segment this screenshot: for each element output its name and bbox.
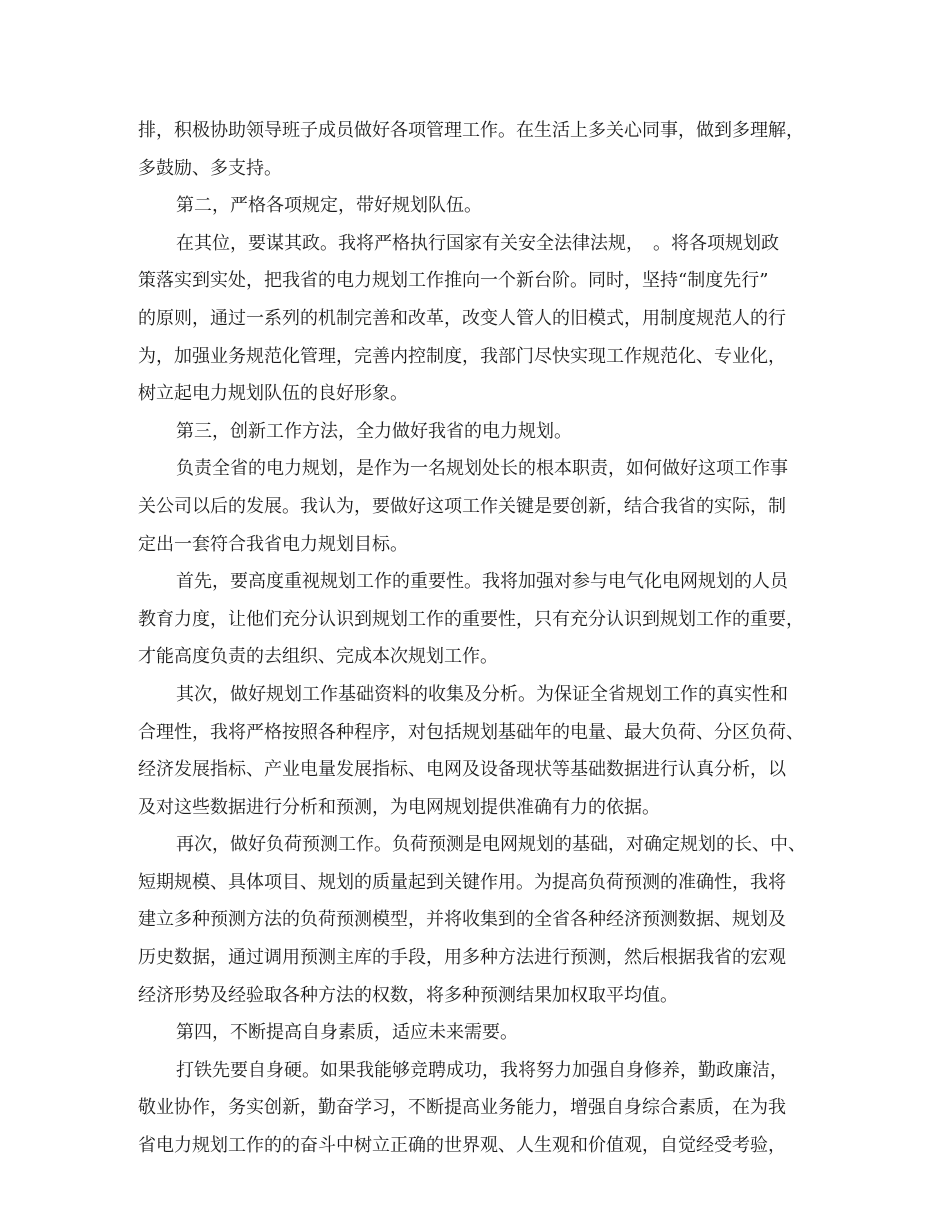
text-line: 短期规模、具体项目、规划的质量起到关键作用。为提高负荷预测的准确性，我将 [138, 871, 786, 893]
text-line: 排，积极协助领导班子成员做好各项管理工作。在生活上多关心同事，做到多理解， [138, 120, 804, 141]
text-line: 建立多种预测方法的负荷预测模型，并将收集到的全省各种经济预测数据、规划及 [138, 909, 786, 931]
text-line: 树立起电力规划队伍的良好形象。 [138, 383, 408, 405]
document-body [138, 112, 838, 1165]
text-line: 首先，要高度重视规划工作的重要性。我将加强对参与电气化电网规划的人员 [176, 571, 788, 593]
text-line: 打铁先要自身硬。如果我能够竞聘成功，我将努力加强自身修养，勤政廉洁， [176, 1059, 788, 1081]
text-line: 及对这些数据进行分析和预测，为电网规划提供准确有力的依据。 [138, 796, 660, 818]
text-line: 经济形势及经验取各种方法的权数，将多种预测结果加权取平均值。 [138, 984, 678, 1006]
text-line: 敬业协作，务实创新，勤奋学习，不断提高业务能力，增强自身综合素质，在为我 [138, 1097, 786, 1119]
text-line: 再次，做好负荷预测工作。负荷预测是电网规划的基础，对确定规划的长、中、 [176, 834, 806, 856]
text-line: 为，加强业务规范化管理，完善内控制度，我部门尽快实现工作规范化、专业化， [138, 345, 786, 367]
text-line: 经济发展指标、产业电量发展指标、电网及设备现状等基础数据进行认真分析，以 [138, 759, 786, 781]
text-line: 定出一套符合我省电力规划目标。 [138, 533, 408, 555]
text-line: 历史数据，通过调用预测主库的手段，用多种方法进行预测，然后根据我省的宏观 [138, 947, 786, 969]
text-line: 合理性，我将严格按照各种程序，对包括规划基础年的电量、最大负荷、分区负荷、 [138, 721, 804, 743]
text-line: 教育力度，让他们充分认识到规划工作的重要性，只有充分认识到规划工作的重要， [138, 608, 804, 630]
text-line: 其次，做好规划工作基础资料的收集及分析。为保证全省规划工作的真实性和 [176, 683, 788, 705]
text-line: 多鼓励、多支持。 [138, 157, 282, 179]
text-line: 第三，创新工作方法，全力做好我省的电力规划。 [176, 420, 572, 442]
text-line: 的原则，通过一系列的机制完善和改革，改变人管人的旧模式，用制度规范人的行 [138, 307, 786, 329]
text-line: 第四，不断提高自身素质，适应未来需要。 [176, 1022, 518, 1044]
text-line: 第二，严格各项规定，带好规划队伍。 [176, 195, 482, 217]
text-line: 策落实到实处，把我省的电力规划工作推向一个新台阶。同时，坚持“制度先行” [138, 270, 769, 292]
text-line: 才能高度负责的去组织、完成本次规划工作。 [138, 646, 498, 668]
text-line: 负责全省的电力规划，是作为一名规划处长的根本职责，如何做好这项工作事 [176, 458, 788, 480]
text-line: 在其位，要谋其政。我将严格执行国家有关安全法律法规， 。将各项规划政 [176, 232, 779, 254]
text-line: 省电力规划工作的的奋斗中树立正确的世界观、人生观和价值观，自觉经受考验， [138, 1135, 786, 1157]
text-line: 关公司以后的发展。我认为，要做好这项工作关键是要创新，结合我省的实际，制 [138, 495, 786, 517]
